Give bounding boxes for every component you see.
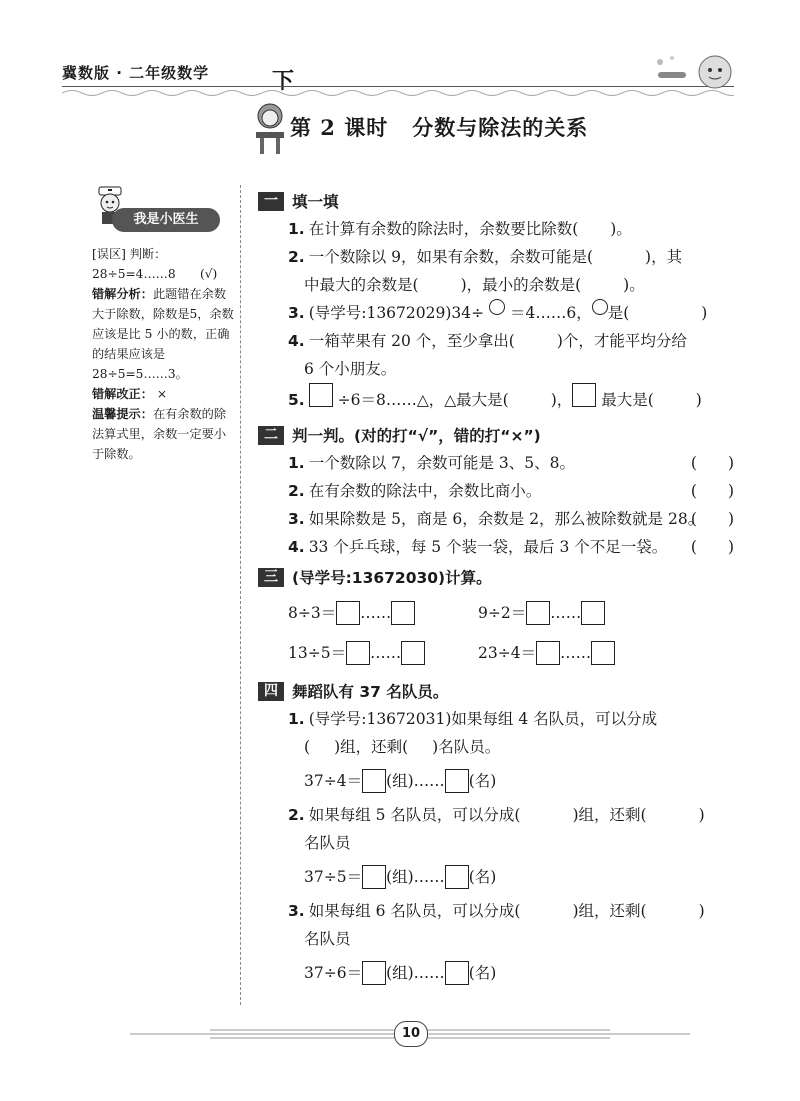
s4-answer-3: 37÷6＝ (组)…… (名) (258, 953, 748, 993)
section-4-tag: 四 (258, 682, 284, 701)
answer-box[interactable] (401, 641, 425, 665)
section-3-title: (导学号:13672030)计算。 (292, 569, 492, 587)
s4-question-2: 2. 如果每组 5 名队员，可以分成( )组，还剩( ) (258, 801, 748, 829)
s1-question-5: 5. ÷6＝8……△，△最大是( )， 最大是( ) (258, 383, 748, 417)
s1-question-2-cont: 中最大的余数是( )，最小的余数是( )。 (304, 276, 645, 294)
answer-blank[interactable] (647, 897, 699, 925)
s4-answer-2: 37÷5＝ (组)…… (名) (258, 857, 748, 897)
s4-answer-1: 37÷4＝ (组)…… (名) (258, 761, 748, 801)
answer-box[interactable] (572, 383, 596, 407)
answer-blank[interactable] (654, 383, 696, 417)
s2-item-1: 1. 一个数除以 7，余数可能是 3、5、8。 ( ) (258, 449, 748, 477)
answer-box[interactable] (309, 383, 333, 407)
judge-blank[interactable]: ( ) (690, 454, 734, 472)
answer-blank[interactable] (578, 215, 610, 243)
s1-question-3: 3. (导学号:13672029)34÷ ＝4……6， 是( ) (258, 299, 748, 327)
section-1-tag: 一 (258, 192, 284, 211)
answer-blank[interactable] (647, 801, 699, 829)
dotted-divider (240, 185, 241, 1005)
answer-box[interactable] (591, 641, 615, 665)
tip-label: 温馨提示： (92, 407, 153, 421)
s1-question-1: 1. 在计算有余数的除法时，余数要比除数( )。 (258, 215, 748, 243)
section-3-heading (258, 563, 748, 591)
s4-question-1-cont: ( )组，还剩( )名队员。 (304, 738, 501, 756)
s4-question-2-cont: 名队员 (304, 834, 351, 852)
answer-box[interactable] (391, 601, 415, 625)
doctor-banner: 我是小医生 (112, 208, 220, 232)
student-mascot-icon (250, 100, 290, 156)
answer-blank[interactable] (593, 243, 645, 271)
answer-box[interactable] (526, 601, 550, 625)
tip-text: 在有余数的除法算式里，余数一定要小于除数。 (92, 407, 227, 461)
lesson-title (290, 112, 588, 142)
case-label: [误区] (92, 247, 126, 261)
answer-box[interactable] (362, 769, 386, 793)
answer-box[interactable] (346, 641, 370, 665)
analysis-text: 此题错在余数大于除数，除数是5，余数应该是比 5 小的数，正确的结果应该是 28÷5=5……3。 (92, 287, 234, 381)
judge-blank[interactable]: ( ) (690, 538, 734, 556)
s3-row-1: 8÷3＝ …… 9÷2＝ …… (258, 595, 748, 631)
s1-question-4-cont: 6 个小朋友。 (304, 360, 397, 378)
correction-text: × (156, 387, 168, 401)
judge-blank[interactable]: ( ) (690, 482, 734, 500)
s1-question-2: 2. 一个数除以 9，如果有余数，余数可能是( )，其 (258, 243, 748, 271)
sidebar-notes (92, 244, 234, 464)
s2-item-3: 3. 如果除数是 5，商是 6，余数是 2，那么被除数就是 28。 ( ) (258, 505, 748, 533)
answer-box[interactable] (536, 641, 560, 665)
answer-box[interactable] (336, 601, 360, 625)
answer-blank[interactable] (520, 897, 572, 925)
section-1-title: 填一填 (292, 193, 339, 211)
s4-question-3: 3. 如果每组 6 名队员，可以分成( )组，还剩( ) (258, 897, 748, 925)
answer-box[interactable] (581, 601, 605, 625)
section-2-tag: 二 (258, 426, 284, 445)
page-number: 10 (394, 1021, 428, 1047)
answer-box[interactable] (362, 865, 386, 889)
answer-blank[interactable] (509, 383, 551, 417)
circle-blank-icon[interactable] (592, 299, 608, 315)
s4-question-1: 1. (导学号:13672031)如果每组 4 名队员，可以分成 (288, 710, 658, 728)
header-volume: 下 (272, 69, 295, 94)
analysis-label: 错解分析： (92, 287, 153, 301)
s1-question-4: 4. 一箱苹果有 20 个，至少拿出( )个，才能平均分给 (258, 327, 748, 355)
section-3-tag: 三 (258, 568, 284, 587)
section-4-title: 舞蹈队有 37 名队员。 (292, 683, 449, 701)
cartoon-decoration-icon (640, 50, 740, 92)
header-wave-decoration (62, 88, 734, 98)
judge-blank[interactable]: ( ) (690, 510, 734, 528)
lesson-name: 分数与除法的关系 (412, 115, 589, 140)
section-4-heading (258, 677, 748, 705)
circle-blank-icon[interactable] (489, 299, 505, 315)
header-series: 冀数版 · 二年级数学 (62, 64, 210, 82)
s4-question-3-cont: 名队员 (304, 930, 351, 948)
answer-box[interactable] (445, 769, 469, 793)
case-text: 判断：28÷5=4……8 (√) (92, 247, 218, 281)
answer-box[interactable] (362, 961, 386, 985)
section-1-heading (258, 187, 748, 215)
answer-box[interactable] (445, 865, 469, 889)
section-2-title: 判一判。(对的打“√”，错的打“×”) (292, 427, 541, 445)
header-rule (62, 86, 734, 87)
answer-blank[interactable] (629, 299, 701, 327)
s2-item-2: 2. 在有余数的除法中，余数比商小。 ( ) (258, 477, 748, 505)
section-2-heading (258, 421, 748, 449)
correction-label: 错解改正： (92, 387, 153, 401)
lesson-number: 第 2 课时 (290, 115, 389, 140)
answer-blank[interactable] (520, 801, 572, 829)
exercise-content (258, 187, 748, 993)
s3-row-2: 13÷5＝ …… 23÷4＝ …… (258, 635, 748, 671)
s2-item-4: 4. 33 个乒乓球，每 5 个装一袋，最后 3 个不足一袋。 ( ) (258, 533, 748, 561)
answer-blank[interactable] (515, 327, 557, 355)
answer-box[interactable] (445, 961, 469, 985)
